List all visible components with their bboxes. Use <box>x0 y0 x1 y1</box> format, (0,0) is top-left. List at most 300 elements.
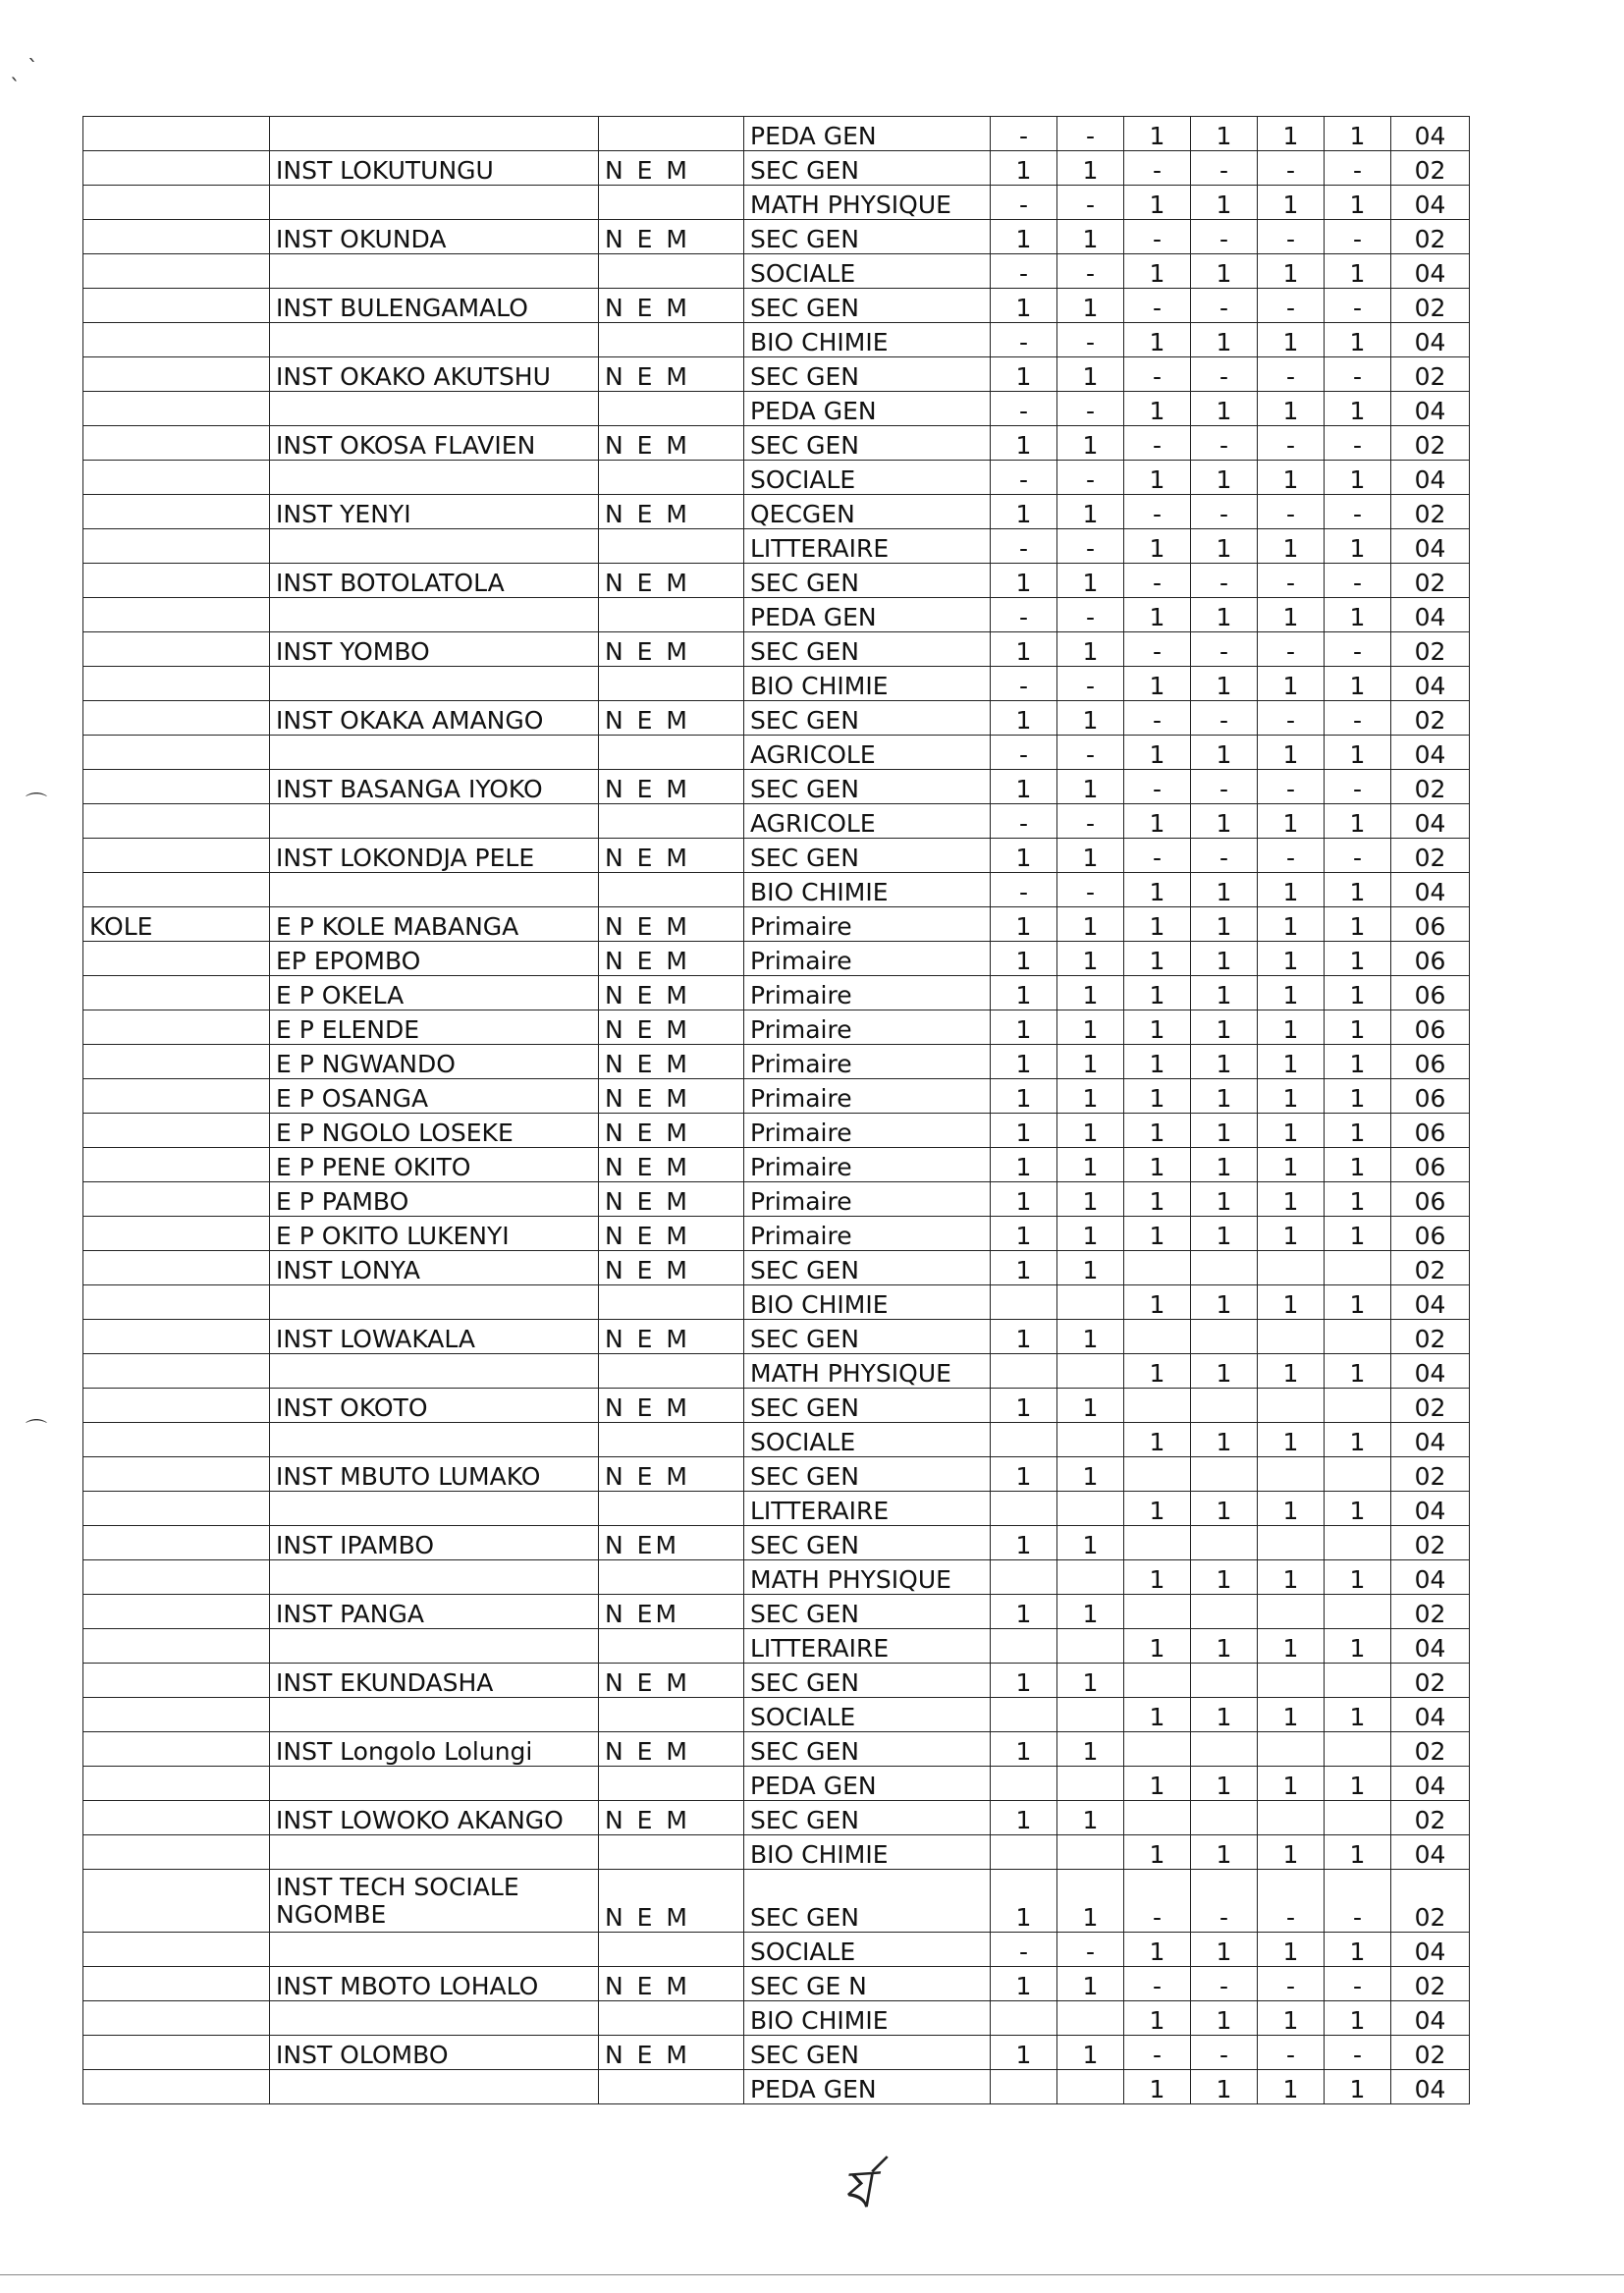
cell-c2: - <box>1057 392 1124 426</box>
cell-total: 04 <box>1391 1560 1470 1595</box>
cell-c5: - <box>1258 564 1325 598</box>
cell-c1 <box>991 1698 1057 1732</box>
cell-c2: 1 <box>1057 1148 1124 1182</box>
cell-c6: 1 <box>1325 186 1391 220</box>
cell-c6: 1 <box>1325 942 1391 976</box>
cell-etablissement: INST BULENGAMALO <box>270 289 599 323</box>
cell-c2: - <box>1057 254 1124 289</box>
cell-c4: - <box>1191 2036 1258 2070</box>
cell-territoire <box>83 186 270 220</box>
cell-c3 <box>1124 1251 1191 1285</box>
cell-regime <box>599 667 744 701</box>
table-row <box>83 736 1470 770</box>
cell-c3: - <box>1124 357 1191 392</box>
cell-regime <box>599 2070 744 2104</box>
cell-option: BIO CHIMIE <box>744 667 991 701</box>
cell-regime: N E M <box>599 1389 744 1423</box>
cell-option: BIO CHIMIE <box>744 1835 991 1870</box>
cell-option: Primaire <box>744 976 991 1010</box>
cell-c3 <box>1124 1664 1191 1698</box>
cell-c6: 1 <box>1325 1560 1391 1595</box>
cell-total: 02 <box>1391 1664 1470 1698</box>
cell-c2: - <box>1057 667 1124 701</box>
cell-c1: - <box>991 736 1057 770</box>
cell-etablissement <box>270 1767 599 1801</box>
cell-c3: - <box>1124 1967 1191 2001</box>
cell-c2: 1 <box>1057 976 1124 1010</box>
cell-c2: 1 <box>1057 1457 1124 1492</box>
cell-c3 <box>1124 1389 1191 1423</box>
cell-c4: 1 <box>1191 1354 1258 1389</box>
cell-c4: 1 <box>1191 598 1258 632</box>
cell-total: 06 <box>1391 1114 1470 1148</box>
cell-etablissement: INST LOKUTUNGU <box>270 151 599 186</box>
table-row <box>83 1045 1470 1079</box>
cell-territoire <box>83 1217 270 1251</box>
cell-option: SEC GEN <box>744 632 991 667</box>
cell-territoire <box>83 1182 270 1217</box>
cell-c5 <box>1258 1389 1325 1423</box>
cell-c2: 1 <box>1057 1389 1124 1423</box>
table-row <box>83 426 1470 461</box>
cell-c4 <box>1191 1595 1258 1629</box>
table-row <box>83 701 1470 736</box>
cell-regime <box>599 1933 744 1967</box>
cell-etablissement: E P OSANGA <box>270 1079 599 1114</box>
cell-c4: 1 <box>1191 117 1258 151</box>
cell-etablissement <box>270 1560 599 1595</box>
cell-c1: - <box>991 667 1057 701</box>
cell-regime: N E M <box>599 1870 744 1933</box>
cell-option: Primaire <box>744 1079 991 1114</box>
cell-c5: 1 <box>1258 976 1325 1010</box>
cell-c5: 1 <box>1258 1182 1325 1217</box>
cell-c3: - <box>1124 151 1191 186</box>
cell-c2: - <box>1057 186 1124 220</box>
table-row <box>83 1526 1470 1560</box>
cell-c4: 1 <box>1191 323 1258 357</box>
cell-etablissement: INST MBOTO LOHALO <box>270 1967 599 2001</box>
cell-territoire <box>83 736 270 770</box>
cell-c5: - <box>1258 770 1325 804</box>
cell-territoire <box>83 1354 270 1389</box>
cell-c4: 1 <box>1191 2070 1258 2104</box>
scan-speck: ⌒ <box>26 1419 48 1444</box>
cell-regime: N EM <box>599 1595 744 1629</box>
cell-c2: - <box>1057 1933 1124 1967</box>
cell-c3: 1 <box>1124 1767 1191 1801</box>
table-row <box>83 117 1470 151</box>
cell-option: Primaire <box>744 1217 991 1251</box>
cell-c5: 1 <box>1258 186 1325 220</box>
cell-c2: 1 <box>1057 357 1124 392</box>
cell-regime: N E M <box>599 1079 744 1114</box>
cell-c1: - <box>991 461 1057 495</box>
cell-c4: 1 <box>1191 907 1258 942</box>
cell-territoire <box>83 804 270 839</box>
cell-territoire <box>83 2070 270 2104</box>
table-row <box>83 564 1470 598</box>
cell-regime <box>599 1698 744 1732</box>
cell-c4: - <box>1191 770 1258 804</box>
cell-total: 02 <box>1391 1251 1470 1285</box>
cell-c2: 1 <box>1057 770 1124 804</box>
cell-c3: 1 <box>1124 392 1191 426</box>
cell-c2: - <box>1057 804 1124 839</box>
cell-c2 <box>1057 1285 1124 1320</box>
cell-etablissement: INST OKAKA AMANGO <box>270 701 599 736</box>
cell-c5: 1 <box>1258 1698 1325 1732</box>
cell-c2: 1 <box>1057 1967 1124 2001</box>
cell-c6: 1 <box>1325 976 1391 1010</box>
cell-territoire <box>83 1767 270 1801</box>
cell-c4: - <box>1191 632 1258 667</box>
cell-c3: 1 <box>1124 1835 1191 1870</box>
cell-c4: - <box>1191 151 1258 186</box>
cell-option: SEC GEN <box>744 151 991 186</box>
cell-option: Primaire <box>744 907 991 942</box>
cell-total: 04 <box>1391 598 1470 632</box>
cell-c1 <box>991 1354 1057 1389</box>
cell-c2: 1 <box>1057 907 1124 942</box>
cell-c6: - <box>1325 357 1391 392</box>
table-row <box>83 770 1470 804</box>
cell-c4: - <box>1191 220 1258 254</box>
cell-total: 02 <box>1391 701 1470 736</box>
cell-c5: 1 <box>1258 907 1325 942</box>
table-row <box>83 2036 1470 2070</box>
cell-c6: 1 <box>1325 2001 1391 2036</box>
cell-regime <box>599 1629 744 1664</box>
cell-c2: 1 <box>1057 1251 1124 1285</box>
cell-c3: 1 <box>1124 1114 1191 1148</box>
cell-territoire <box>83 1079 270 1114</box>
cell-c2: 1 <box>1057 289 1124 323</box>
cell-territoire <box>83 1285 270 1320</box>
cell-c1: 1 <box>991 1251 1057 1285</box>
cell-c1 <box>991 1629 1057 1664</box>
cell-territoire <box>83 392 270 426</box>
cell-c4 <box>1191 1457 1258 1492</box>
cell-c6 <box>1325 1457 1391 1492</box>
cell-etablissement: INST OKOTO <box>270 1389 599 1423</box>
cell-c4: - <box>1191 426 1258 461</box>
cell-c5: 1 <box>1258 1835 1325 1870</box>
cell-c5: 1 <box>1258 1148 1325 1182</box>
cell-etablissement: INST BASANGA IYOKO <box>270 770 599 804</box>
cell-territoire <box>83 1320 270 1354</box>
table-row <box>83 1251 1470 1285</box>
cell-c6: - <box>1325 701 1391 736</box>
cell-c3: - <box>1124 220 1191 254</box>
cell-c3: 1 <box>1124 736 1191 770</box>
cell-c5: - <box>1258 1967 1325 2001</box>
table-row <box>83 667 1470 701</box>
cell-c4: 1 <box>1191 1698 1258 1732</box>
cell-total: 06 <box>1391 1148 1470 1182</box>
cell-c4: - <box>1191 839 1258 873</box>
cell-c6: 1 <box>1325 1045 1391 1079</box>
cell-c1: 1 <box>991 495 1057 529</box>
cell-c3: 1 <box>1124 667 1191 701</box>
cell-c6: 1 <box>1325 1285 1391 1320</box>
table-row <box>83 942 1470 976</box>
cell-option: SEC GEN <box>744 839 991 873</box>
cell-c3: 1 <box>1124 1285 1191 1320</box>
cell-etablissement: INST YENYI <box>270 495 599 529</box>
table-row <box>83 804 1470 839</box>
cell-total: 04 <box>1391 1933 1470 1967</box>
cell-c2: 1 <box>1057 426 1124 461</box>
cell-total: 02 <box>1391 632 1470 667</box>
cell-c3: 1 <box>1124 598 1191 632</box>
cell-c3: 1 <box>1124 1933 1191 1967</box>
cell-territoire <box>83 1560 270 1595</box>
cell-option: SEC GEN <box>744 1801 991 1835</box>
table-row <box>83 873 1470 907</box>
cell-c1: 1 <box>991 632 1057 667</box>
cell-c1: - <box>991 1933 1057 1967</box>
cell-c5 <box>1258 1526 1325 1560</box>
cell-regime <box>599 1835 744 1870</box>
cell-c6: 1 <box>1325 323 1391 357</box>
cell-regime <box>599 1560 744 1595</box>
cell-c3: 1 <box>1124 2070 1191 2104</box>
cell-c4: - <box>1191 495 1258 529</box>
cell-c6: - <box>1325 770 1391 804</box>
cell-c6: 1 <box>1325 736 1391 770</box>
cell-option: Primaire <box>744 1182 991 1217</box>
cell-c2: 1 <box>1057 1801 1124 1835</box>
cell-total: 04 <box>1391 1835 1470 1870</box>
cell-territoire <box>83 701 270 736</box>
cell-total: 04 <box>1391 254 1470 289</box>
cell-regime <box>599 1285 744 1320</box>
cell-total: 04 <box>1391 1767 1470 1801</box>
cell-regime: N E M <box>599 426 744 461</box>
cell-c4: - <box>1191 1870 1258 1933</box>
cell-c4: 1 <box>1191 186 1258 220</box>
cell-c3: 1 <box>1124 254 1191 289</box>
cell-c1: 1 <box>991 564 1057 598</box>
table-row <box>83 1560 1470 1595</box>
cell-regime <box>599 1492 744 1526</box>
cell-total: 02 <box>1391 1801 1470 1835</box>
cell-c1: 1 <box>991 976 1057 1010</box>
cell-regime <box>599 736 744 770</box>
cell-regime: N EM <box>599 1526 744 1560</box>
cell-total: 04 <box>1391 1285 1470 1320</box>
cell-c3: - <box>1124 2036 1191 2070</box>
cell-c5: - <box>1258 426 1325 461</box>
cell-territoire <box>83 461 270 495</box>
cell-regime <box>599 117 744 151</box>
cell-total: 02 <box>1391 426 1470 461</box>
cell-c2: - <box>1057 323 1124 357</box>
cell-territoire <box>83 254 270 289</box>
cell-c4: 1 <box>1191 1835 1258 1870</box>
cell-etablissement <box>270 1629 599 1664</box>
cell-total: 04 <box>1391 186 1470 220</box>
cell-option: SEC GEN <box>744 2036 991 2070</box>
table-row <box>83 529 1470 564</box>
table-row <box>83 1595 1470 1629</box>
cell-c2: 1 <box>1057 2036 1124 2070</box>
cell-c5: 1 <box>1258 2070 1325 2104</box>
cell-total: 04 <box>1391 1354 1470 1389</box>
cell-c2 <box>1057 1629 1124 1664</box>
cell-c6: 1 <box>1325 461 1391 495</box>
cell-total: 02 <box>1391 564 1470 598</box>
cell-c2 <box>1057 1698 1124 1732</box>
cell-etablissement <box>270 529 599 564</box>
cell-territoire <box>83 1389 270 1423</box>
cell-regime: N E M <box>599 151 744 186</box>
cell-c6: 1 <box>1325 254 1391 289</box>
cell-c5: 1 <box>1258 1933 1325 1967</box>
cell-c5: - <box>1258 839 1325 873</box>
cell-c2 <box>1057 1492 1124 1526</box>
cell-total: 06 <box>1391 1182 1470 1217</box>
cell-regime <box>599 2001 744 2036</box>
cell-etablissement <box>270 667 599 701</box>
cell-territoire <box>83 770 270 804</box>
cell-c1 <box>991 1767 1057 1801</box>
cell-c1 <box>991 1492 1057 1526</box>
cell-territoire <box>83 289 270 323</box>
cell-c1: 1 <box>991 907 1057 942</box>
cell-regime: N E M <box>599 1732 744 1767</box>
cell-regime: N E M <box>599 632 744 667</box>
cell-regime: N E M <box>599 1457 744 1492</box>
table-row <box>83 1389 1470 1423</box>
cell-option: SOCIALE <box>744 461 991 495</box>
cell-territoire <box>83 942 270 976</box>
cell-c2: 1 <box>1057 1182 1124 1217</box>
cell-territoire <box>83 1045 270 1079</box>
cell-regime: N E M <box>599 220 744 254</box>
cell-c5: 1 <box>1258 1423 1325 1457</box>
cell-etablissement: E P NGWANDO <box>270 1045 599 1079</box>
cell-option: PEDA GEN <box>744 117 991 151</box>
cell-c4: 1 <box>1191 1285 1258 1320</box>
cell-c2: 1 <box>1057 839 1124 873</box>
cell-c4: - <box>1191 289 1258 323</box>
cell-territoire <box>83 1732 270 1767</box>
cell-c6: - <box>1325 220 1391 254</box>
cell-regime: N E M <box>599 976 744 1010</box>
cell-c6: 1 <box>1325 1492 1391 1526</box>
cell-option: MATH PHYSIQUE <box>744 186 991 220</box>
cell-option: Primaire <box>744 1148 991 1182</box>
cell-c4 <box>1191 1526 1258 1560</box>
cell-option: SEC GEN <box>744 426 991 461</box>
cell-total: 04 <box>1391 667 1470 701</box>
cell-c2: 1 <box>1057 701 1124 736</box>
cell-territoire <box>83 1870 270 1933</box>
cell-c3: 1 <box>1124 873 1191 907</box>
cell-c2: 1 <box>1057 564 1124 598</box>
cell-option: MATH PHYSIQUE <box>744 1354 991 1389</box>
cell-c1: 1 <box>991 942 1057 976</box>
cell-c3: 1 <box>1124 976 1191 1010</box>
cell-regime: N E M <box>599 1217 744 1251</box>
cell-c3: - <box>1124 770 1191 804</box>
cell-c3: - <box>1124 426 1191 461</box>
cell-c1: 1 <box>991 1457 1057 1492</box>
cell-c2: - <box>1057 873 1124 907</box>
cell-etablissement: INST OLOMBO <box>270 2036 599 2070</box>
cell-etablissement: INST EKUNDASHA <box>270 1664 599 1698</box>
cell-c1 <box>991 2001 1057 2036</box>
cell-c2: 1 <box>1057 1320 1124 1354</box>
cell-option: LITTERAIRE <box>744 1629 991 1664</box>
cell-c4: 1 <box>1191 254 1258 289</box>
cell-c1: 1 <box>991 1389 1057 1423</box>
cell-territoire <box>83 1801 270 1835</box>
cell-c2: 1 <box>1057 1010 1124 1045</box>
cell-c6: 1 <box>1325 1698 1391 1732</box>
cell-c6: 1 <box>1325 1835 1391 1870</box>
cell-option: BIO CHIMIE <box>744 873 991 907</box>
cell-c4: 1 <box>1191 976 1258 1010</box>
cell-territoire: KOLE <box>83 907 270 942</box>
cell-etablissement: E P OKELA <box>270 976 599 1010</box>
cell-c6 <box>1325 1732 1391 1767</box>
table-row <box>83 1114 1470 1148</box>
cell-c3: 1 <box>1124 117 1191 151</box>
cell-etablissement: INST LOWOKO AKANGO <box>270 1801 599 1835</box>
cell-territoire <box>83 1595 270 1629</box>
table-row <box>83 1423 1470 1457</box>
cell-regime <box>599 1423 744 1457</box>
cell-option: SEC GEN <box>744 1732 991 1767</box>
cell-option: SOCIALE <box>744 1698 991 1732</box>
cell-c3: 1 <box>1124 804 1191 839</box>
cell-c6: 1 <box>1325 1933 1391 1967</box>
cell-option: QECGEN <box>744 495 991 529</box>
cell-c2: 1 <box>1057 220 1124 254</box>
cell-c5: 1 <box>1258 254 1325 289</box>
cell-option: PEDA GEN <box>744 392 991 426</box>
cell-c5: 1 <box>1258 529 1325 564</box>
cell-c4: 1 <box>1191 1182 1258 1217</box>
cell-regime: N E M <box>599 357 744 392</box>
cell-etablissement <box>270 598 599 632</box>
cell-c3: 1 <box>1124 1182 1191 1217</box>
cell-c3: - <box>1124 289 1191 323</box>
cell-c2 <box>1057 2070 1124 2104</box>
cell-c4: 1 <box>1191 1767 1258 1801</box>
cell-etablissement: INST YOMBO <box>270 632 599 667</box>
cell-c5 <box>1258 1801 1325 1835</box>
cell-c5: 1 <box>1258 461 1325 495</box>
cell-c6: 1 <box>1325 1423 1391 1457</box>
cell-c6: 1 <box>1325 1629 1391 1664</box>
cell-total: 06 <box>1391 1010 1470 1045</box>
cell-c3: 1 <box>1124 1045 1191 1079</box>
cell-c5: 1 <box>1258 117 1325 151</box>
cell-c6: 1 <box>1325 117 1391 151</box>
cell-c1: 1 <box>991 1079 1057 1114</box>
cell-c3: 1 <box>1124 1492 1191 1526</box>
cell-total: 04 <box>1391 1423 1470 1457</box>
cell-c5: 1 <box>1258 1629 1325 1664</box>
cell-c4: 1 <box>1191 942 1258 976</box>
cell-territoire <box>83 1526 270 1560</box>
cell-regime: N E M <box>599 1148 744 1182</box>
cell-total: 06 <box>1391 976 1470 1010</box>
